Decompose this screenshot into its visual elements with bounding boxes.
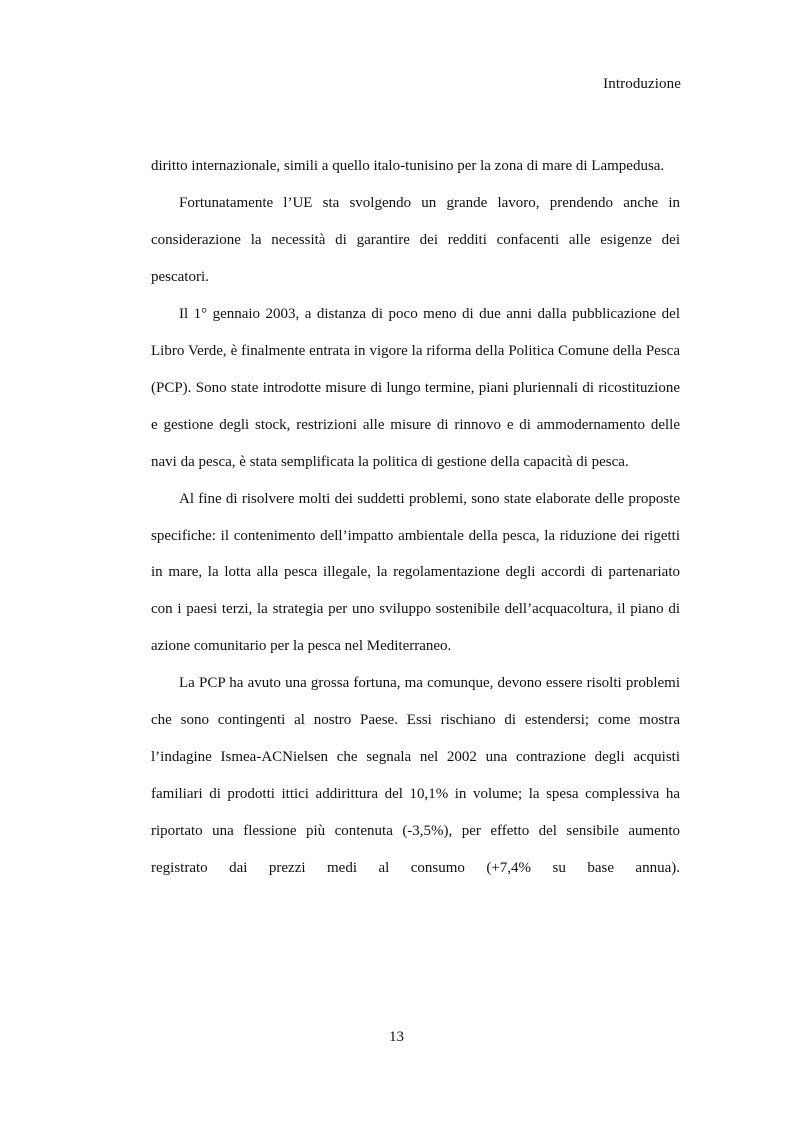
paragraph: Il 1° gennaio 2003, a distanza di poco meno di due anni dalla pubblicazione del Libro Verde, è finalmente entrata in vigore la riforma della Politica Comune della Pesca (PCP). Sono state introdotte misure di lungo termine, piani pluriennali di ricostituzione e gestione degli stock, restrizioni alle misure di rinnovo e di ammodernamento delle navi da pesca, è stata semplificata la politica di gestione della capacità di pesca. [151,305,680,470]
paragraph-continuation: diritto internazionale, simili a quello italo-tunisino per la zona di mare di Lampedusa. [151,158,665,174]
paragraph: Fortunatamente l’UE sta svolgendo un grande lavoro, prendendo anche in considerazione la necessità di garantire dei redditi confacenti alle esigenze dei pescatori. [151,194,680,285]
page-number: 13 [389,1029,404,1045]
paragraph: Al fine di risolvere molti dei suddetti problemi, sono state elaborate delle proposte specifiche: il contenimento dell’impatto ambientale della pesca, la riduzione dei rigetti in mare, la lotta alla pesca illegale, la regolamentazione degli accordi di partenariato con i paesi terzi, la strategia per uno sviluppo sostenibile dell’acquacoltura, il piano di azione comunitario per la pesca nel Mediterraneo. [151,490,680,655]
body-text [151,148,680,887]
running-header: Introduzione [603,76,681,92]
paragraph: La PCP ha avuto una grossa fortuna, ma comunque, devono essere risolti problemi che sono contingenti al nostro Paese. Essi rischiano di estendersi; come mostra l’indagine Ismea-ACNielsen che segnala nel 2002 una contrazione degli acquisti familiari di prodotti ittici addirittura del 10,1% in volume; la spesa complessiva ha riportato una flessione più contenuta (-3,5%), per effetto del sensibile aumento registrato dai prezzi medi al consumo (+7,4% su base annua). [151,675,680,877]
